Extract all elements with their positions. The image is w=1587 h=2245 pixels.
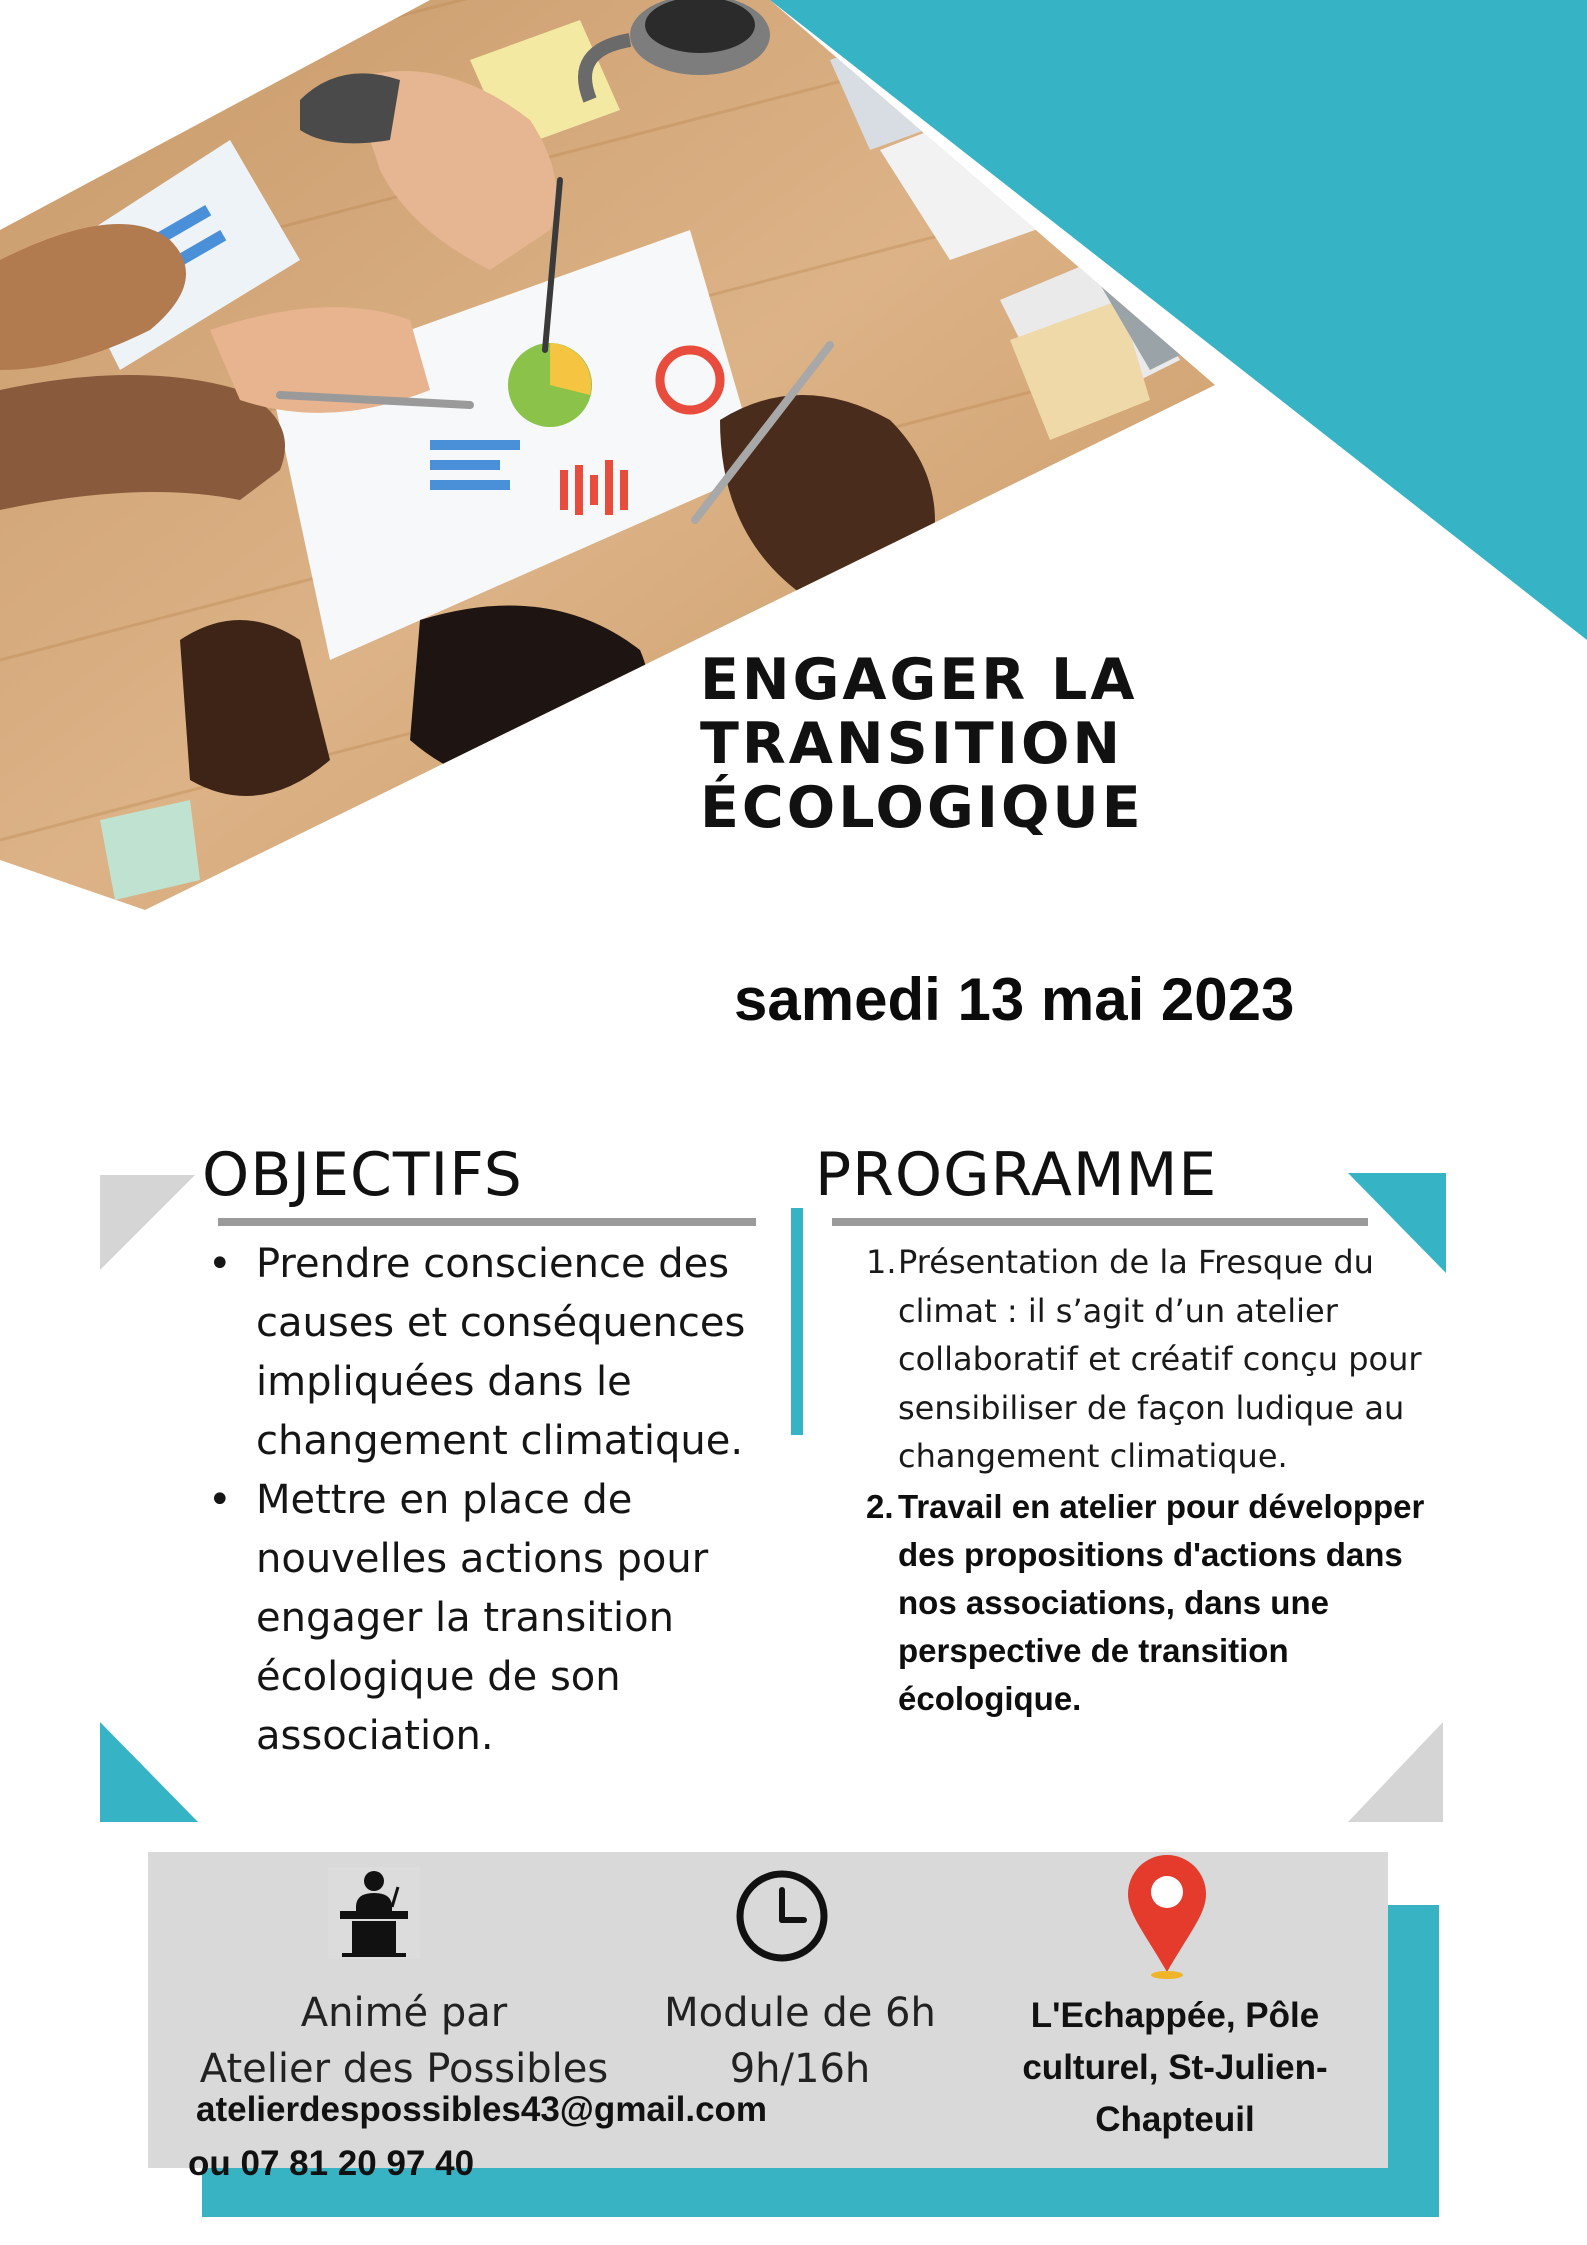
list-item <box>208 1235 788 1471</box>
venue-text: L'Echappée, Pôle culturel, St-Julien-Chapteuil <box>1022 1996 1328 2139</box>
programme-text: Travail en atelier pour développer des propositions d'actions dans nos associations, dans une perspective de transition écologique. <box>898 1487 1425 1717</box>
objectifs-divider <box>218 1218 756 1226</box>
list-item <box>866 1238 1426 1481</box>
programme-divider <box>832 1218 1368 1226</box>
contact-email[interactable]: atelierdespossibles43@gmail.com <box>196 2090 768 2129</box>
module-duration-text <box>620 1985 980 2097</box>
grey-corner-top-left <box>100 1175 195 1270</box>
map-pin-icon <box>1124 1852 1210 1980</box>
module-line-1: Module de 6h <box>664 1990 936 2036</box>
bullet-icon: • <box>208 1477 232 1523</box>
bullet-icon: • <box>208 1241 232 1287</box>
animated-by-text <box>184 1985 624 2097</box>
list-item <box>866 1483 1426 1723</box>
list-item <box>208 1471 788 1766</box>
objectifs-heading: OBJECTIFS <box>202 1140 523 1210</box>
speaker-podium-icon <box>328 1867 420 1959</box>
grey-corner-bottom-right <box>1348 1722 1443 1822</box>
animated-by-line-2: Atelier des Possibles <box>199 2046 609 2092</box>
objectifs-list <box>208 1235 788 1766</box>
animated-by-line-1: Animé par <box>300 1990 508 2036</box>
item-number: 2. <box>866 1487 894 1525</box>
title-line-1: ENGAGER LA <box>700 647 1138 713</box>
programme-list <box>866 1238 1426 1723</box>
programme-heading: PROGRAMME <box>815 1140 1218 1210</box>
title-line-2: TRANSITION <box>700 711 1124 777</box>
contact-phone[interactable]: ou 07 81 20 97 40 <box>188 2144 475 2183</box>
item-number: 1. <box>866 1243 897 1281</box>
event-date: samedi 13 mai 2023 <box>734 966 1295 1033</box>
programme-text: Présentation de la Fresque du climat : il s’agit d’un atelier collaboratif et créatif conçu pour sensibiliser de façon ludique au changement climatique. <box>898 1243 1422 1475</box>
objectif-text: Mettre en place de nouvelles actions pour engager la transition écologique de son association. <box>256 1477 709 1759</box>
title-line-3: ÉCOLOGIQUE <box>700 775 1144 841</box>
objectif-text: Prendre conscience des causes et conséquences impliquées dans le changement climatique. <box>256 1241 746 1464</box>
teal-vertical-divider <box>791 1208 803 1435</box>
poster-title <box>700 648 1260 840</box>
module-line-2: 9h/16h <box>729 2046 871 2092</box>
teal-corner-bottom-left <box>100 1722 198 1822</box>
clock-icon <box>734 1868 830 1964</box>
